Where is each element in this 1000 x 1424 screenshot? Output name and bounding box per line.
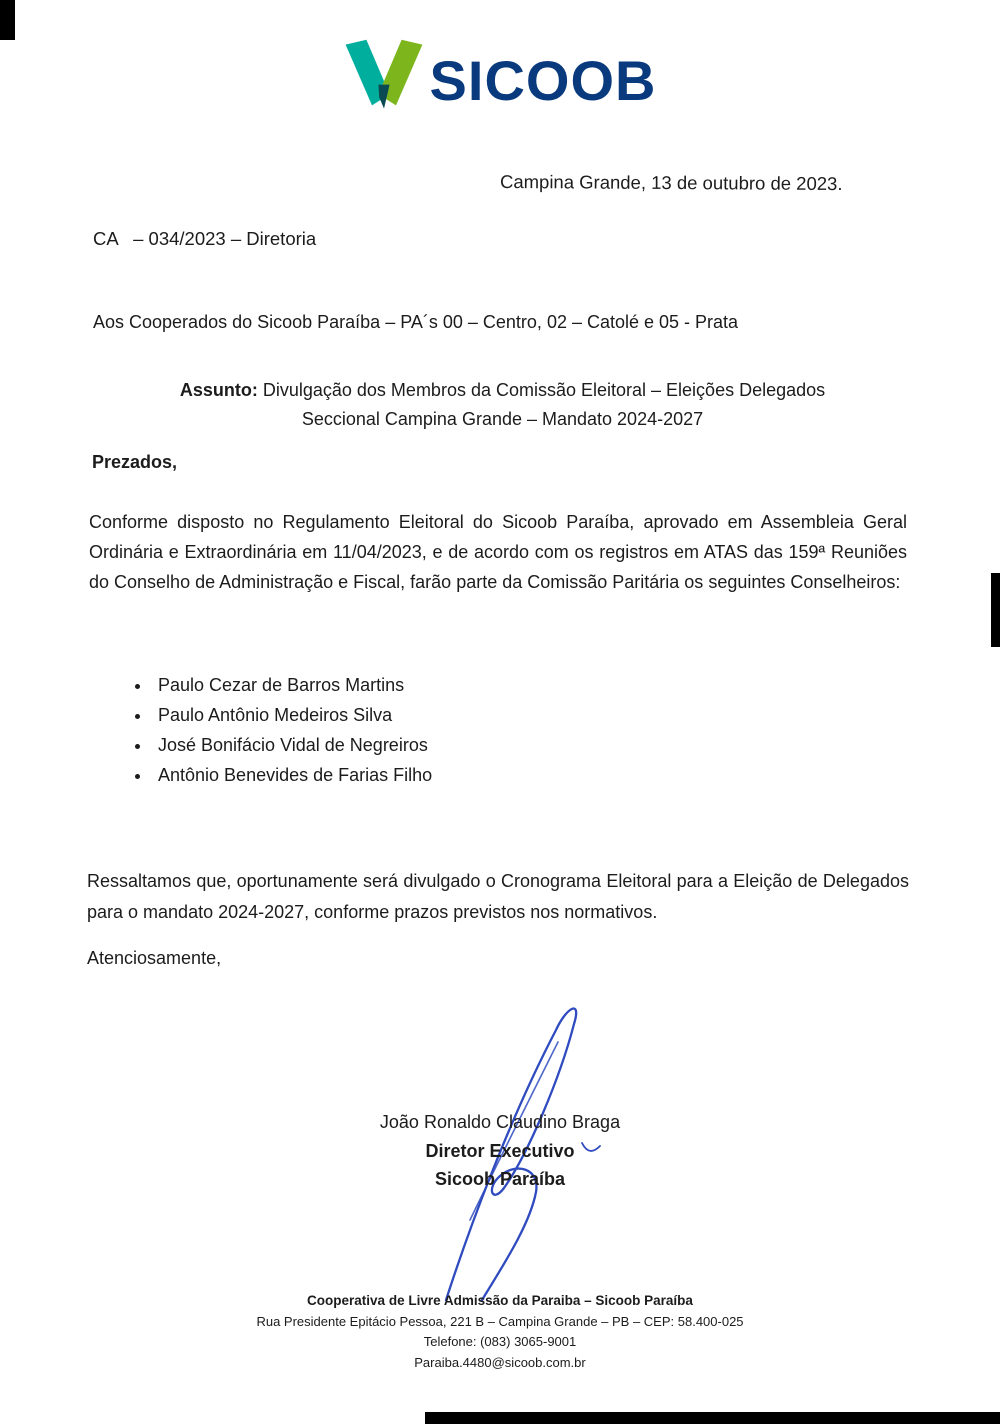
subject-line2: Seccional Campina Grande – Mandato 2024-2027	[301, 409, 704, 429]
footer-org-line: Cooperativa de Livre Admissão da Paraiba – Sicoob Paraíba	[307, 1293, 693, 1308]
members-list	[152, 670, 752, 790]
body-paragraph: Conforme disposto no Regulamento Eleitoral do Sicoob Paraíba, aprovado em Assembleia Geral Ordinária e Extraordinária em 11/04/2023, e de acordo com os registros em ATAS das 159ª Reuniões do Conselho de Administração e Fiscal, farão parte da Comissão Paritária os seguintes Conselheiros:	[89, 512, 907, 592]
member-item: • José Bonifácio Vidal de Negreiros	[152, 730, 752, 760]
sicoob-logo-icon	[344, 38, 424, 112]
closing-paragraph: Ressaltamos que, oportunamente será divulgado o Cronograma Eleitoral para a Eleição de Delegados para o mandato 2024-2027, conforme prazos previstos nos normativos.	[87, 871, 909, 922]
member-item: • Paulo Antônio Medeiros Silva	[152, 700, 752, 730]
scan-artifact-right-edge	[991, 573, 1000, 647]
member-item: • Antônio Benevides de Farias Filho	[152, 760, 752, 790]
footer-phone-line: Telefone: (083) 3065-9001	[423, 1334, 577, 1349]
footer-address-line: Rua Presidente Epitácio Pessoa, 221 B – Campina Grande – PB – CEP: 58.400-025	[256, 1313, 744, 1329]
scan-artifact-top-left	[0, 0, 15, 40]
date-line: Campina Grande, 13 de outubro de 2023.	[499, 170, 843, 195]
subject-label: Assunto:	[179, 380, 258, 400]
subject-block	[130, 376, 875, 434]
regards-line: Atenciosamente,	[87, 948, 222, 968]
reference-number: CA – 034/2023 – Diretoria	[93, 228, 317, 249]
salutation: Prezados,	[92, 452, 178, 472]
signer-title: Diretor Executivo	[425, 1140, 575, 1161]
footer-email-line: Paraiba.4480@sicoob.com.br	[414, 1354, 586, 1370]
signer-name: João Ronaldo Claudino Braga	[379, 1112, 621, 1132]
recipients-line: Aos Cooperados do Sicoob Paraíba – PA´s 00 – Centro, 02 – Catolé e 05 - Prata	[93, 312, 739, 332]
signature-block	[290, 1108, 710, 1194]
signer-org: Sicoob Paraíba	[434, 1169, 566, 1189]
scan-artifact-bottom-edge	[425, 1412, 1000, 1424]
sicoob-logo	[0, 38, 1000, 112]
sicoob-wordmark: SICOOB	[429, 49, 657, 112]
letterhead-footer	[0, 1291, 1000, 1373]
subject-text: Divulgação dos Membros da Comissão Eleitoral – Eleições Delegados	[257, 380, 826, 400]
member-item: • Paulo Cezar de Barros Martins	[152, 670, 752, 700]
subject-line1	[130, 376, 875, 405]
